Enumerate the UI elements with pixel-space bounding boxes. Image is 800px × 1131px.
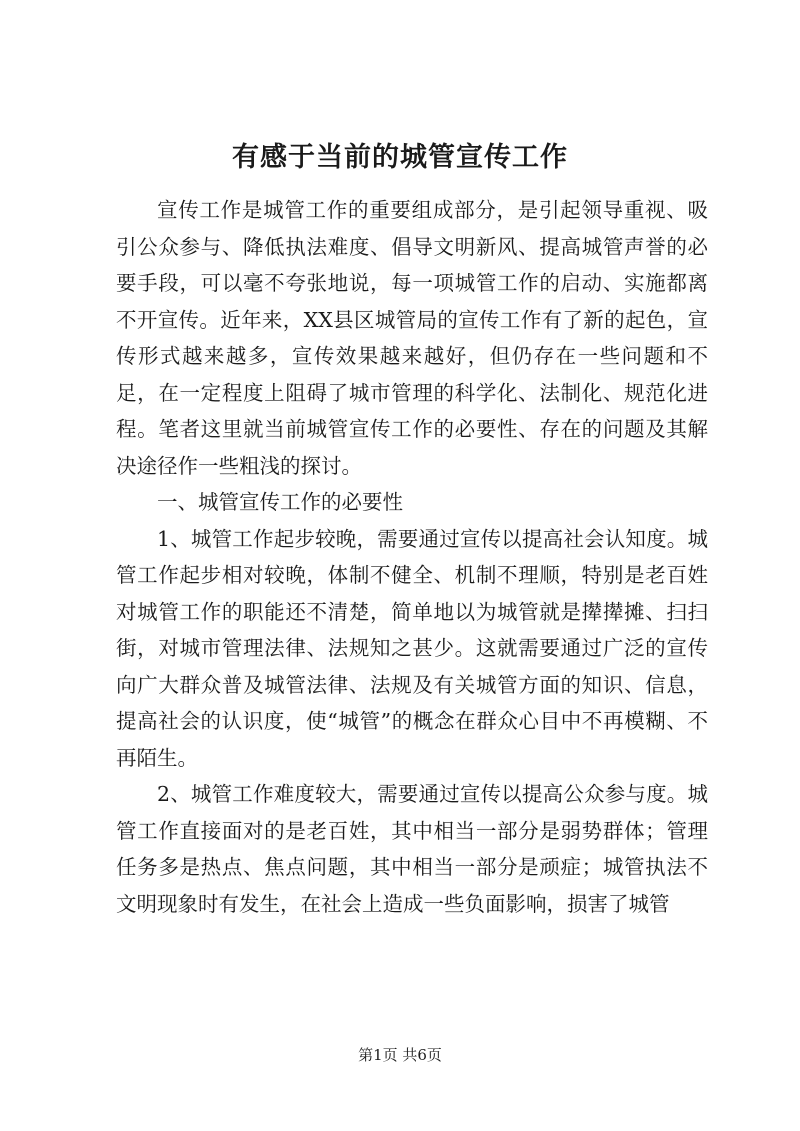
page-number: 第1页 共6页 bbox=[358, 1046, 442, 1064]
document-title: 有感于当前的城管宣传工作 bbox=[232, 142, 568, 173]
body-paragraph: 2、城管工作难度较大，需要通过宣传以提高公众参与度。城管工作直接面对的是老百姓，其中相当一部分是弱势群体；管理任务多是热点、焦点问题，其中相当一部分是顽症；城管执法不文明现象时有发生，在社会上造成一些负面影响，损害了城管 bbox=[116, 782, 708, 916]
intro-paragraph: 宣传工作是城管工作的重要组成部分，是引起领导重视、吸引公众参与、降低执法难度、倡导文明新风、提高城管声誉的必要手段，可以毫不夸张地说，每一项城管工作的启动、实施都离不开宣传。近年来，XX县区城管局的宣传工作有了新的起色，宣传形式越来越多，宣传效果越来越好，但仍存在一些问题和不足，在一定程度上阻碍了城市管理的科学化、法制化、规范化进程。笔者这里就当前城管宣传工作的必要性、存在的问题及其解决途径作一些粗浅的探讨。 bbox=[116, 198, 708, 478]
section-heading: 一、城管宣传工作的必要性 bbox=[157, 490, 403, 514]
document-body bbox=[116, 192, 708, 922]
body-paragraph: 1、城管工作起步较晚，需要通过宣传以提高社会认知度。城管工作起步相对较晚，体制不健全、机制不理顺，特别是老百姓对城管工作的职能还不清楚，简单地以为城管就是撵撵摊、扫扫街，对城市管理法律、法规知之甚少。这就需要通过广泛的宣传向广大群众普及城管法律、法规及有关城管方面的知识、信息，提高社会的认识度，使“城管”的概念在群众心目中不再模糊、不再陌生。 bbox=[116, 526, 708, 770]
